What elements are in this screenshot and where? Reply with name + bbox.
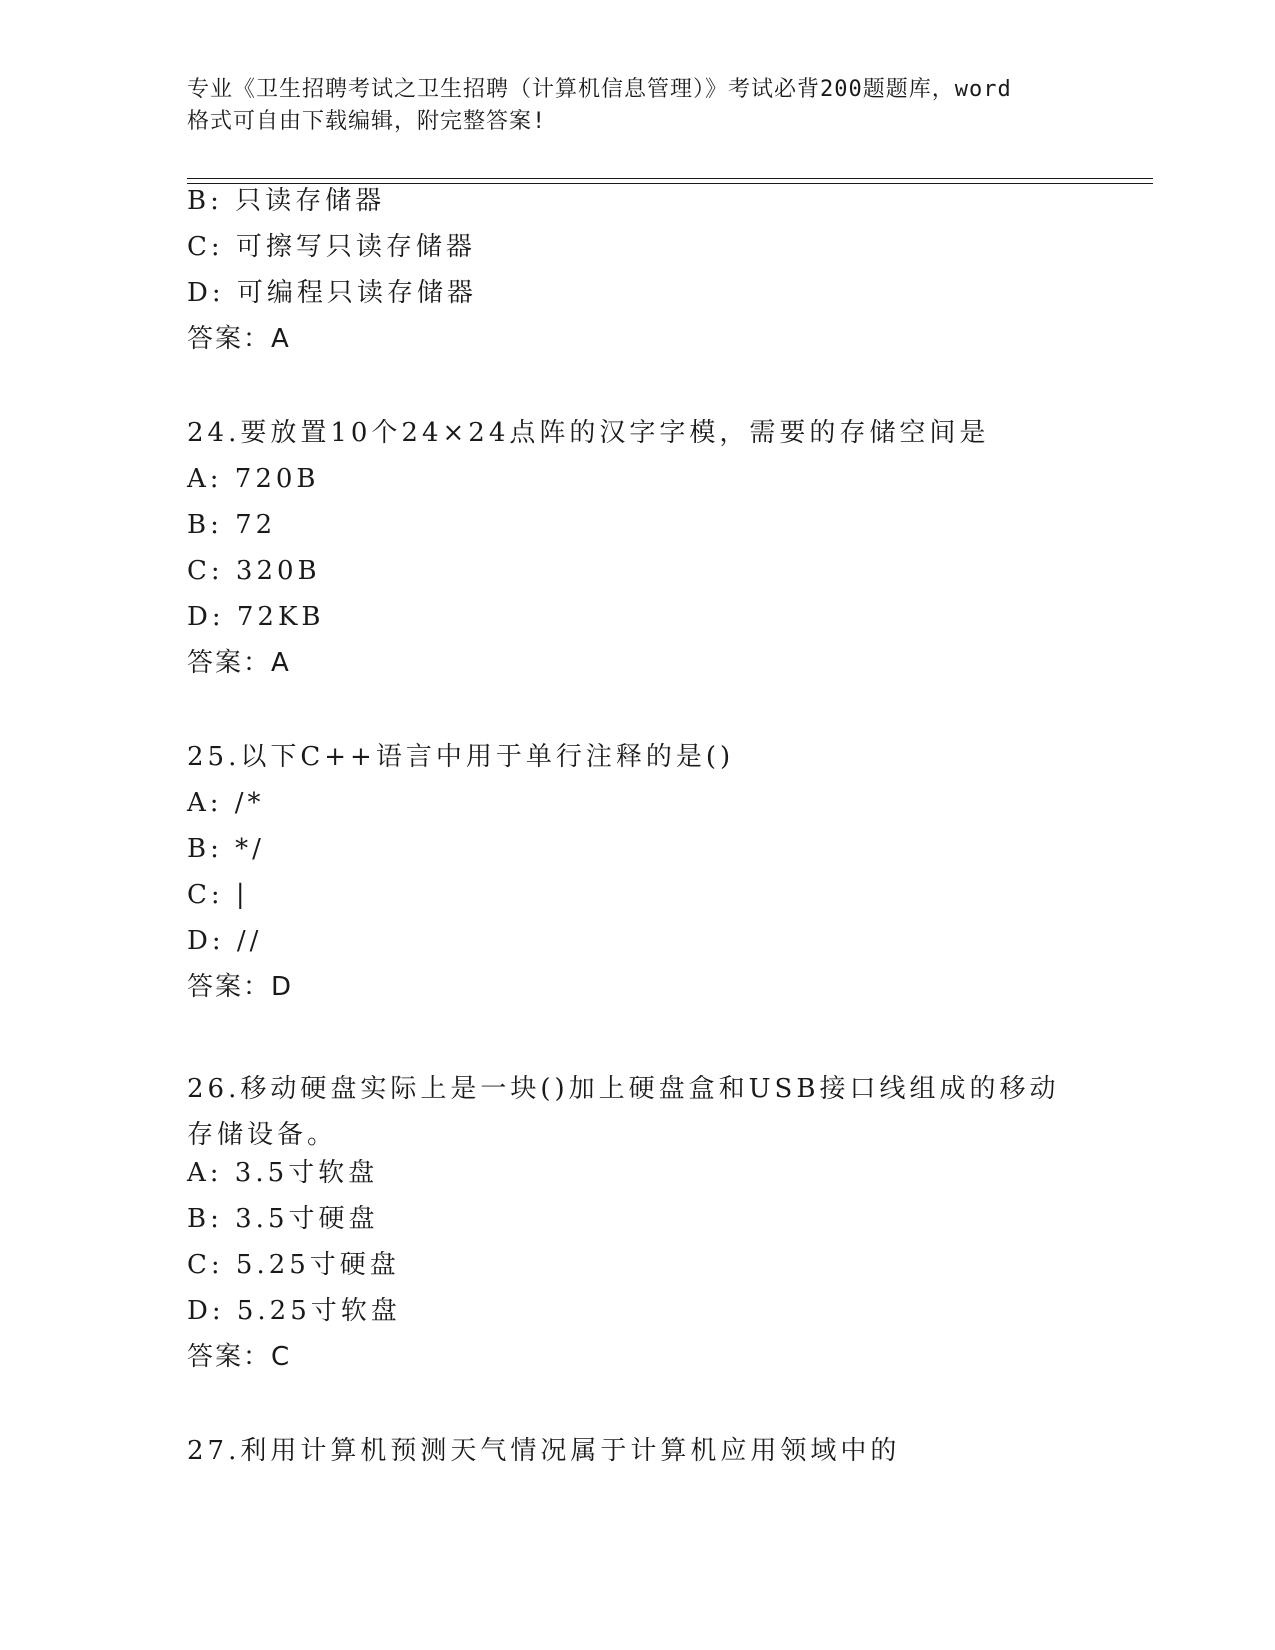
option-d: D: // bbox=[187, 926, 263, 956]
option-b: B: 72 bbox=[187, 510, 277, 540]
question-block-24 bbox=[187, 418, 1117, 678]
option-b: B: */ bbox=[187, 834, 265, 864]
option-b: B: 只读存储器 bbox=[187, 186, 386, 216]
option-d: D: 72KB bbox=[187, 602, 325, 632]
option-d: D: 可编程只读存储器 bbox=[187, 278, 477, 308]
answer-label: 答案：D bbox=[187, 972, 294, 1002]
option-a: A: 720B bbox=[187, 464, 320, 494]
option-a: A: /* bbox=[187, 788, 265, 818]
answer-label: 答案：A bbox=[187, 648, 291, 678]
option-c: C: 可擦写只读存储器 bbox=[187, 232, 476, 262]
option-c: C: 5.25寸硬盘 bbox=[187, 1250, 400, 1280]
option-d: D: 5.25寸软盘 bbox=[187, 1296, 401, 1326]
option-c: C: | bbox=[187, 880, 249, 910]
intro-line-1: 专业《卫生招聘考试之卫生招聘（计算机信息管理）》考试必背200题题库，word bbox=[187, 77, 1012, 102]
header-divider-top bbox=[187, 178, 1153, 179]
option-a: A: 3.5寸软盘 bbox=[187, 1158, 379, 1188]
answer-label: 答案：C bbox=[187, 1342, 292, 1372]
option-c: C: 320B bbox=[187, 556, 321, 586]
question-block-23 bbox=[187, 186, 1117, 354]
question-block-25 bbox=[187, 742, 1117, 1002]
question-block-26 bbox=[187, 1066, 1117, 1372]
header-divider-bottom bbox=[187, 183, 1153, 184]
question-stem: 24.要放置10个24×24点阵的汉字字模，需要的存储空间是 bbox=[187, 418, 990, 448]
document-intro bbox=[187, 74, 1087, 138]
option-b: B: 3.5寸硬盘 bbox=[187, 1204, 379, 1234]
question-list bbox=[187, 186, 1117, 1482]
intro-line-2: 格式可自由下载编辑，附完整答案! bbox=[187, 109, 547, 134]
answer-label: 答案：A bbox=[187, 324, 291, 354]
question-block-27 bbox=[187, 1436, 1117, 1466]
question-stem: 27.利用计算机预测天气情况属于计算机应用领域中的 bbox=[187, 1436, 901, 1466]
question-stem: 26.移动硬盘实际上是一块()加上硬盘盒和USB接口线组成的移动存储设备。 bbox=[187, 1074, 1060, 1150]
question-stem: 25.以下C++语言中用于单行注释的是() bbox=[187, 742, 735, 772]
